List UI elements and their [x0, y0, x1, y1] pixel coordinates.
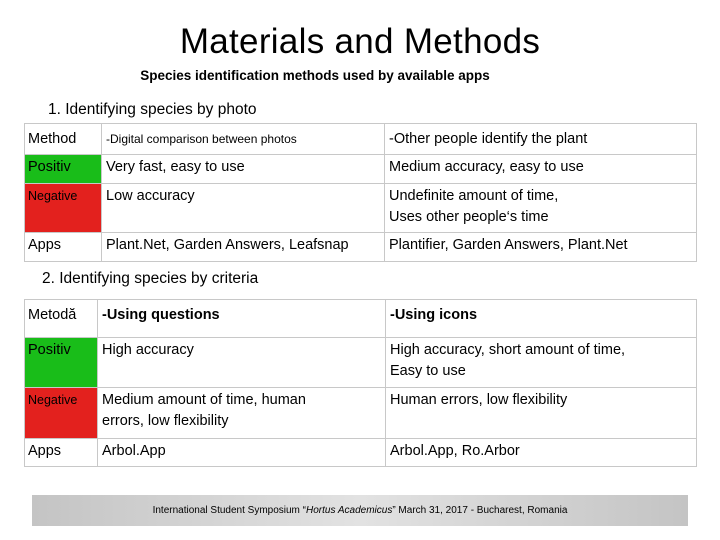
- table-row: [25, 184, 697, 233]
- apps-cell: Arbol.App, Ro.Arbor: [386, 439, 697, 467]
- method-cell: -Other people identify the plant: [385, 124, 697, 155]
- positive-cell: Medium accuracy, easy to use: [385, 155, 697, 184]
- table-row: [25, 439, 697, 467]
- slide-title: Materials and Methods: [179, 22, 541, 61]
- method-cell: -Using icons: [386, 300, 697, 338]
- cell-line: Uses other people‘s time: [389, 209, 549, 225]
- table-row: [25, 155, 697, 184]
- footer-text: International Student Symposium “: [152, 505, 306, 516]
- cell-line: Easy to use: [390, 363, 466, 379]
- negative-cell: [385, 184, 697, 233]
- footer-text: ” March 31, 2017 - Bucharest, Romania: [392, 505, 568, 516]
- negative-label: Negative: [25, 184, 102, 233]
- table-row: [25, 233, 697, 262]
- cell-line: Medium amount of time, human: [102, 392, 306, 408]
- footer-event-name: Hortus Academicus: [306, 505, 393, 516]
- row-label: Apps: [25, 439, 98, 467]
- apps-cell: Plantifier, Garden Answers, Plant.Net: [385, 233, 697, 262]
- table-row: [25, 338, 697, 388]
- footer-bar: [32, 495, 688, 526]
- criteria-methods-table: [24, 299, 697, 467]
- negative-cell: Human errors, low flexibility: [386, 388, 697, 439]
- row-label: Apps: [25, 233, 102, 262]
- positive-cell: Very fast, easy to use: [102, 155, 385, 184]
- positive-label: Positiv: [25, 155, 102, 184]
- negative-label: Negative: [25, 388, 98, 439]
- apps-cell: Arbol.App: [98, 439, 386, 467]
- negative-cell: [98, 388, 386, 439]
- row-label: Metodă: [25, 300, 98, 338]
- positive-label: Positiv: [25, 338, 98, 388]
- cell-line: errors, low flexibility: [102, 413, 229, 429]
- positive-cell: [386, 338, 697, 388]
- positive-cell: High accuracy: [98, 338, 386, 388]
- cell-line: High accuracy, short amount of time,: [390, 342, 626, 358]
- method-cell: -Digital comparison between photos: [102, 124, 385, 155]
- row-label: Method: [25, 124, 102, 155]
- apps-cell: Plant.Net, Garden Answers, Leafsnap: [102, 233, 385, 262]
- method-cell: -Using questions: [98, 300, 386, 338]
- table-row: [25, 388, 697, 439]
- section1-heading: 1. Identifying species by photo: [48, 101, 257, 118]
- slide-subtitle: Species identification methods used by available apps: [140, 68, 490, 83]
- photo-methods-table: [24, 123, 697, 262]
- negative-cell: Low accuracy: [102, 184, 385, 233]
- section2-heading: 2. Identifying species by criteria: [42, 270, 259, 287]
- table-row: [25, 300, 697, 338]
- table-row: [25, 124, 697, 155]
- cell-line: Undefinite amount of time,: [389, 188, 559, 204]
